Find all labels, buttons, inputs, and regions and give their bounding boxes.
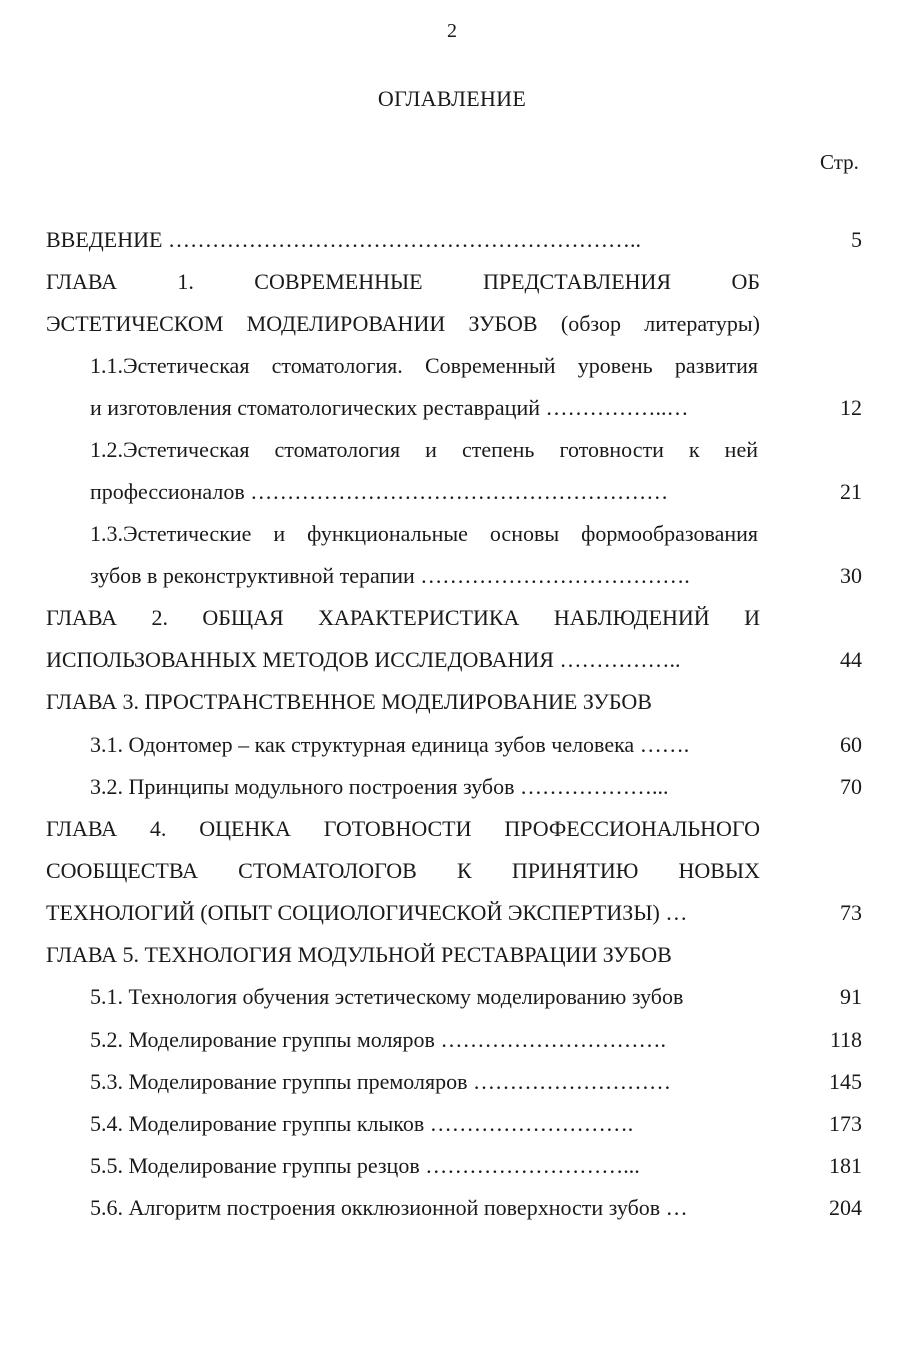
toc-entry — [0, 855, 904, 887]
toc-entry-text: ЭСТЕТИЧЕСКОМ МОДЕЛИРОВАНИИ ЗУБОВ (обзор литературы) — [46, 311, 760, 336]
toc-entry-text: 5.5. Моделирование группы резцов ………………………... — [90, 1153, 640, 1178]
toc-entry-page: 181 — [829, 1153, 862, 1178]
toc-entry-text: 3.1. Одонтомер – как структурная единица зубов человека ……. — [90, 732, 690, 757]
toc-entry-text: ГЛАВА 2. ОБЩАЯ ХАРАКТЕРИСТИКА НАБЛЮДЕНИЙ И — [46, 605, 760, 630]
toc-entry-text: ГЛАВА 5. ТЕХНОЛОГИЯ МОДУЛЬНОЙ РЕСТАВРАЦИИ ЗУБОВ — [46, 942, 672, 967]
toc-entry — [0, 939, 904, 971]
pages-column-label: Стр. — [820, 150, 859, 174]
toc-entry-text: ГЛАВА 3. ПРОСТРАНСТВЕННОЕ МОДЕЛИРОВАНИЕ ЗУБОВ — [46, 689, 652, 714]
toc-entry-text: ИСПОЛЬЗОВАННЫХ МЕТОДОВ ИССЛЕДОВАНИЯ …………….. — [46, 647, 681, 672]
toc-entry-text: ГЛАВА 4. ОЦЕНКА ГОТОВНОСТИ ПРОФЕССИОНАЛЬНОГО — [46, 816, 760, 841]
toc-entry — [0, 560, 904, 592]
toc-entry — [0, 686, 904, 718]
toc-entry — [0, 392, 904, 424]
page-number: 2 — [447, 20, 457, 42]
page-title: ОГЛАВЛЕНИЕ — [377, 86, 527, 111]
toc-entry-text: 5.1. Технология обучения эстетическому моделированию зубов — [90, 984, 684, 1009]
toc-entry — [0, 434, 904, 466]
toc-entry-text: профессионалов ………………………………………………… — [90, 479, 669, 504]
toc-entry — [0, 308, 904, 340]
toc-entry — [0, 1066, 904, 1098]
toc-entry — [0, 224, 904, 256]
toc-entry-page: 5 — [851, 227, 862, 252]
toc-entry — [0, 476, 904, 508]
toc-entry-text: 5.3. Моделирование группы премоляров ……………………… — [90, 1069, 671, 1094]
toc-entry-page: 145 — [829, 1069, 862, 1094]
toc-entry-text: 5.4. Моделирование группы клыков ………………………. — [90, 1111, 634, 1136]
toc-entry-text: ТЕХНОЛОГИЙ (ОПЫТ СОЦИОЛОГИЧЕСКОЙ ЭКСПЕРТИЗЫ) … — [46, 900, 688, 925]
toc-entry-text: 3.2. Принципы модульного построения зубов ………………... — [90, 774, 669, 799]
toc-entry-page: 118 — [829, 1027, 862, 1052]
toc-entry — [0, 1024, 904, 1056]
toc-entry-page: 204 — [829, 1195, 862, 1220]
toc-entry-text: 1.3.Эстетические и функциональные основы формообразования — [90, 521, 758, 546]
toc-entry — [0, 813, 904, 845]
toc-entry-text: 1.1.Эстетическая стоматология. Современный уровень развития — [90, 353, 758, 378]
toc-entry — [0, 897, 904, 929]
toc-entry — [0, 1150, 904, 1182]
toc-entry — [0, 981, 904, 1013]
toc-entry — [0, 266, 904, 298]
toc-entry-page: 91 — [840, 984, 862, 1009]
toc-entry — [0, 350, 904, 382]
toc-entry-page: 70 — [840, 774, 862, 799]
toc-entry — [0, 1108, 904, 1140]
toc-entry-text: 5.6. Алгоритм построения окклюзионной поверхности зубов … — [90, 1195, 688, 1220]
toc-entry — [0, 644, 904, 676]
toc-entry-text: зубов в реконструктивной терапии ………………………………. — [90, 563, 690, 588]
toc-entry-page: 60 — [840, 732, 862, 757]
toc-entry-text: ГЛАВА 1. СОВРЕМЕННЫЕ ПРЕДСТАВЛЕНИЯ ОБ — [46, 269, 760, 294]
toc-entry — [0, 1192, 904, 1224]
toc-entry-text: и изготовления стоматологических реставраций ……………..… — [90, 395, 689, 420]
toc-entry-page: 73 — [840, 900, 862, 925]
toc-entry-text: 5.2. Моделирование группы моляров …………………………. — [90, 1027, 666, 1052]
toc-entry-page: 21 — [840, 479, 862, 504]
toc-entry-page: 30 — [840, 563, 862, 588]
toc-entry — [0, 771, 904, 803]
toc-entry — [0, 729, 904, 761]
toc-entry — [0, 518, 904, 550]
toc-entry-text: СООБЩЕСТВА СТОМАТОЛОГОВ К ПРИНЯТИЮ НОВЫХ — [46, 858, 760, 883]
toc-entry-text: 1.2.Эстетическая стоматология и степень готовности к ней — [90, 437, 758, 462]
toc-entry-page: 173 — [829, 1111, 862, 1136]
toc-entry-page: 12 — [840, 395, 862, 420]
toc-entry-text: ВВЕДЕНИЕ ……………………………………………………….. — [46, 227, 641, 252]
toc-entry-page: 44 — [840, 647, 862, 672]
toc-entry — [0, 602, 904, 634]
